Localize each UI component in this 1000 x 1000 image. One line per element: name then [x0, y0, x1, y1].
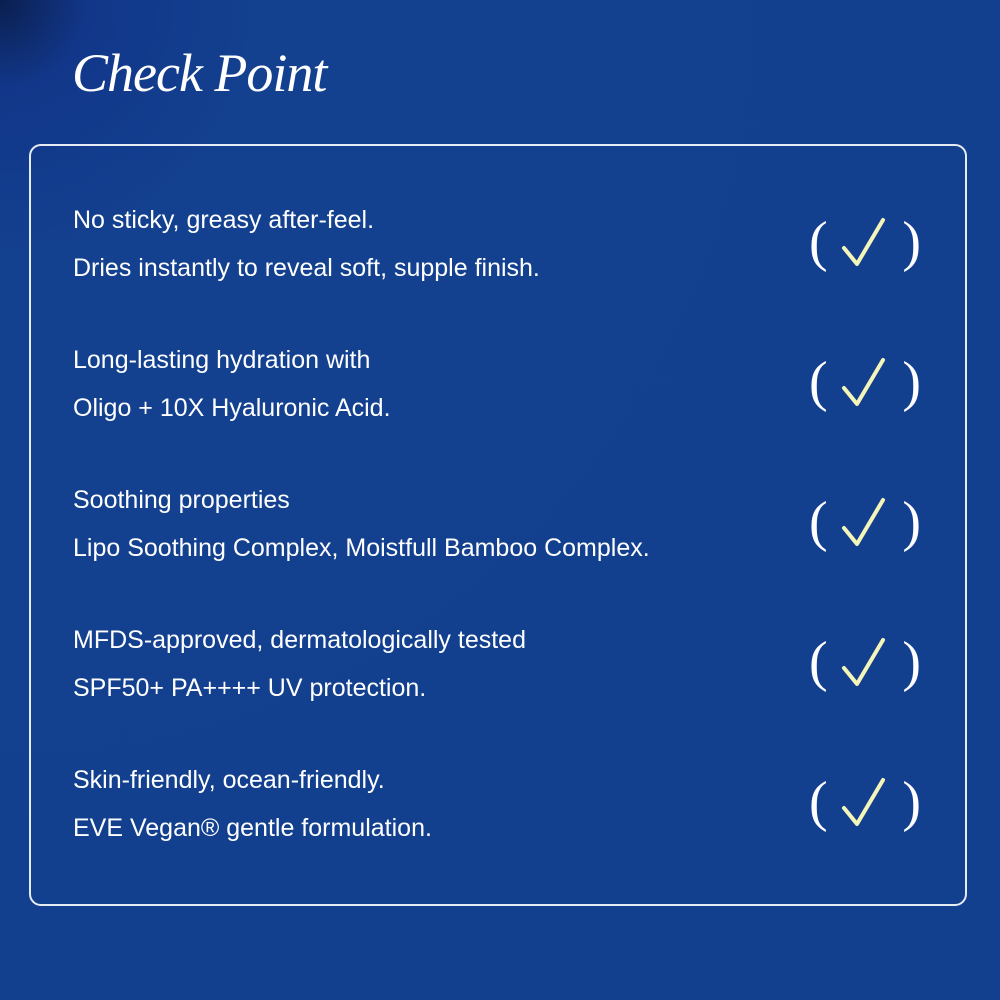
left-paren: (	[809, 771, 828, 833]
item-line-secondary: EVE Vegan® gentle formulation.	[73, 814, 432, 842]
right-paren: )	[902, 351, 921, 413]
right-paren: )	[902, 211, 921, 273]
item-line-secondary: Lipo Soothing Complex, Moistfull Bamboo Complex.	[73, 534, 650, 562]
left-paren: (	[809, 351, 828, 413]
right-paren: )	[902, 491, 921, 553]
item-line-primary: No sticky, greasy after-feel.	[73, 206, 375, 234]
check-indicator	[805, 350, 925, 420]
checklist-item	[73, 476, 925, 576]
checkmark-icon	[839, 634, 889, 694]
check-indicator	[805, 490, 925, 560]
item-text	[73, 196, 753, 292]
check-indicator	[805, 770, 925, 840]
item-line-secondary: Oligo + 10X Hyaluronic Acid.	[73, 394, 391, 422]
left-paren: (	[809, 211, 828, 273]
check-indicator	[805, 210, 925, 280]
item-line-primary: MFDS-approved, dermatologically tested	[73, 626, 526, 654]
item-line-secondary: Dries instantly to reveal soft, supple finish.	[73, 254, 540, 282]
checklist-panel	[29, 144, 967, 906]
item-text	[73, 336, 753, 432]
check-indicator	[805, 630, 925, 700]
left-paren: (	[809, 631, 828, 693]
item-text	[73, 476, 753, 572]
page-title: Check Point	[72, 43, 327, 103]
item-text	[73, 616, 753, 712]
checkmark-icon	[839, 774, 889, 834]
item-line-primary: Soothing properties	[73, 486, 290, 514]
item-line-primary: Skin-friendly, ocean-friendly.	[73, 766, 385, 794]
item-line-primary: Long-lasting hydration with	[73, 346, 371, 374]
right-paren: )	[902, 631, 921, 693]
checkmark-icon	[839, 494, 889, 554]
checkmark-icon	[839, 354, 889, 414]
item-text	[73, 756, 753, 852]
checklist-item	[73, 336, 925, 436]
checkmark-icon	[839, 214, 889, 274]
checklist-item	[73, 756, 925, 856]
right-paren: )	[902, 771, 921, 833]
checklist-item	[73, 196, 925, 296]
left-paren: (	[809, 491, 828, 553]
item-line-secondary: SPF50+ PA++++ UV protection.	[73, 674, 427, 702]
checklist-item	[73, 616, 925, 716]
